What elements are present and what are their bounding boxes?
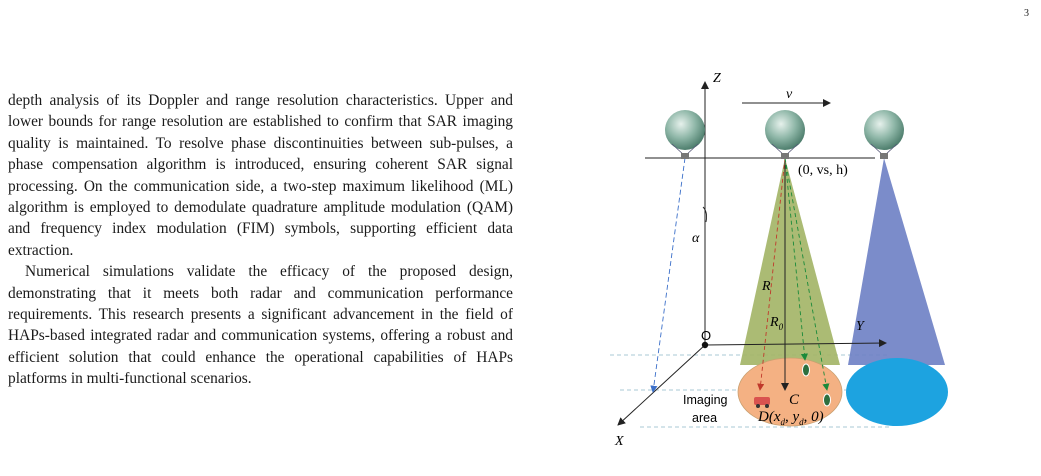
center-label: C bbox=[789, 392, 800, 408]
r0-main: R bbox=[770, 315, 779, 330]
imaging-area-label-2: area bbox=[692, 411, 718, 425]
velocity-label: v bbox=[786, 87, 793, 102]
system-geometry-figure bbox=[590, 60, 890, 460]
body-text-column bbox=[8, 90, 513, 390]
imaging-area-label-1: Imaging bbox=[683, 393, 728, 407]
balloon-left-icon bbox=[665, 110, 705, 159]
z-axis-label: Z bbox=[713, 71, 721, 86]
paragraph-2: Numerical simulations validate the efficacy of the proposed design, demonstrating that it meets both radar and communication performance requirements. This research presents a significant advancement in the field of HAPs-based integrated radar and communication systems, offering a robust and efficient solution that could enhance the operational capabilities of HAPs platforms in multi-functional scenarios. bbox=[8, 263, 513, 388]
footprint-right bbox=[846, 358, 948, 426]
geometry-diagram bbox=[590, 60, 890, 460]
x-axis-label: X bbox=[615, 434, 624, 449]
origin-label: O bbox=[701, 328, 712, 343]
paragraph-1: depth analysis of its Doppler and range resolution characteristics. Upper and lower bounds for range resolution are established to confirm that SAR imaging quality is maintained. To resolve phase discontinuities between sub-pulses, a phase compensation algorithm is introduced, ensuring coherent SAR signal processing. On the communication side, a two-step maximum likelihood (ML) algorithm is employed to demodulate quadrature amplitude modulation (QAM) and frequency index modulation (FIM) symbols, supporting efficient data extraction. bbox=[8, 92, 513, 259]
target-coords-end: , 0) bbox=[803, 409, 824, 425]
target-d-label bbox=[757, 409, 824, 427]
target-vehicle-icon-2 bbox=[824, 394, 831, 406]
target-d: D bbox=[758, 409, 769, 425]
target-xd-subscript: d bbox=[780, 417, 785, 427]
r0-subscript: 0 bbox=[778, 322, 784, 332]
balloon-right-icon bbox=[864, 110, 904, 159]
slant-range-label: R bbox=[762, 279, 771, 294]
beam-center bbox=[740, 158, 840, 365]
y-axis-label: Y bbox=[856, 319, 864, 334]
alpha-label: α bbox=[692, 231, 700, 246]
target-yd-subscript: d bbox=[799, 417, 804, 427]
projection-dashed bbox=[653, 158, 685, 392]
target-vehicle-icon-1 bbox=[803, 364, 810, 376]
target-coords-mid: , y bbox=[785, 409, 800, 425]
platform-position-label: (0, vs, h) bbox=[798, 163, 848, 178]
balloon-center-icon bbox=[765, 110, 805, 159]
target-coords-open: (x bbox=[768, 409, 781, 425]
page-number: 3 bbox=[1024, 8, 1029, 19]
